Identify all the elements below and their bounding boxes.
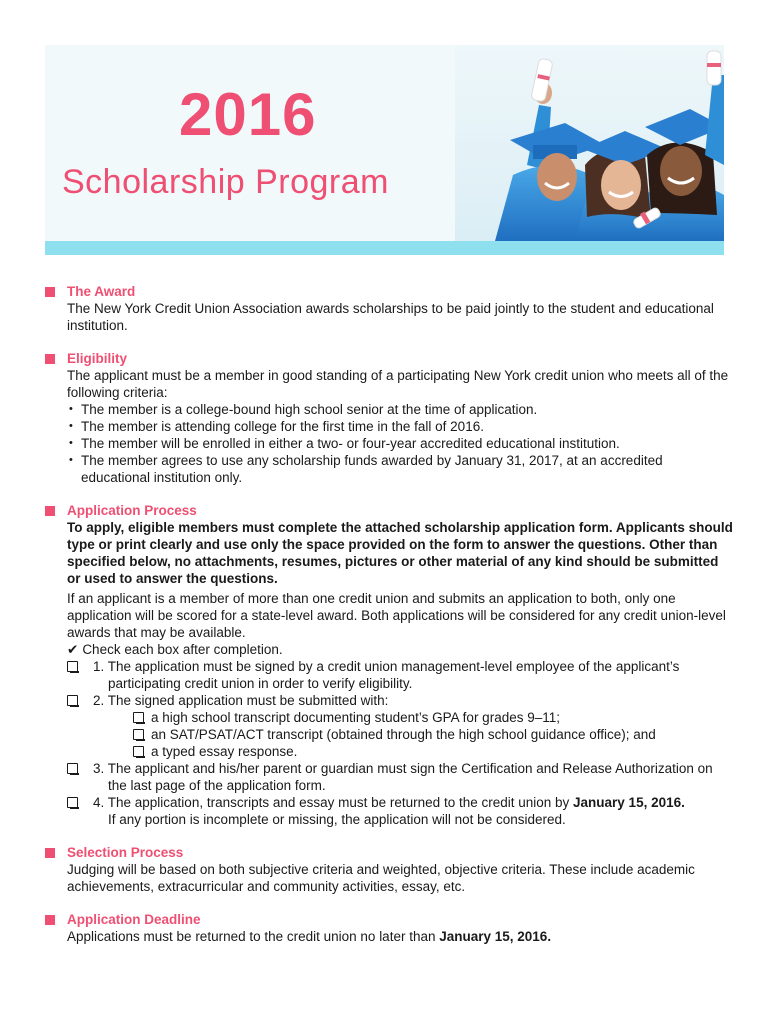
checklist-item-text — [93, 794, 735, 828]
section-selection — [45, 844, 735, 895]
checklist-subitem — [133, 709, 735, 726]
application-checklist-continued — [67, 760, 735, 828]
deadline-prefix: Applications must be returned to the credit union no later than — [67, 929, 440, 944]
section-bullet-square — [45, 848, 55, 858]
checkbox[interactable] — [133, 712, 144, 723]
deadline-text — [67, 928, 735, 945]
eligibility-criteria-list — [67, 401, 735, 486]
section-title-deadline: Application Deadline — [67, 912, 201, 927]
section-bullet-square — [45, 915, 55, 925]
item4-suffix: If any portion is incomplete or missing, the application will not be considered. — [108, 812, 566, 827]
checkbox[interactable] — [133, 729, 144, 740]
required-documents-list — [133, 709, 735, 760]
check-instruction-text: Check each box after completion. — [82, 642, 283, 657]
list-item: • The member is attending college for the first time in the fall of 2016. — [67, 418, 735, 435]
banner-year: 2016 — [179, 81, 317, 148]
section-application — [45, 502, 735, 828]
checklist-item — [67, 760, 735, 794]
check-instruction — [67, 641, 735, 658]
section-award — [45, 283, 735, 334]
application-instructions: To apply, eligible members must complete the attached scholarship application form. Applicants should type or print clearly and use only the space provided on the form to answer the questions. Other than specified below, no attachments, resumes, pictures or other material of any kind should be submitted or used to answer the questions. — [67, 520, 733, 586]
checklist-item-text: 3. The applicant and his/her parent or guardian must sign the Certification and Release Authorization on the last page of the application form. — [93, 761, 713, 793]
selection-text: Judging will be based on both subjective criteria and weighted, objective criteria. These include academic achievements, extracurricular and community activities, essay, etc. — [67, 862, 695, 894]
section-title-award: The Award — [67, 284, 136, 299]
checkbox[interactable] — [67, 695, 78, 706]
graduates-photo — [455, 45, 724, 241]
section-title-selection: Selection Process — [67, 845, 184, 860]
checkbox[interactable] — [133, 746, 144, 757]
checklist-item-text: 1. The application must be signed by a credit union management-level employee of the applicant’s participating credit union in order to verify eligibility. — [93, 659, 680, 691]
checkmark-icon: ✔ — [67, 642, 79, 657]
award-text: The New York Credit Union Association awards scholarships to be paid jointly to the student and educational institution. — [67, 301, 714, 333]
item4-prefix: 4. The application, transcripts and essay must be returned to the credit union by — [93, 795, 574, 810]
checkbox[interactable] — [67, 763, 78, 774]
item4-date: January 15, 2016. — [573, 795, 685, 810]
checkbox[interactable] — [67, 797, 78, 808]
banner-title: Scholarship Program — [62, 163, 389, 201]
list-item: • The member is a college-bound high school senior at the time of application. — [67, 401, 735, 418]
section-title-eligibility: Eligibility — [67, 351, 128, 366]
application-checklist — [67, 658, 735, 709]
section-bullet-square — [45, 354, 55, 364]
application-multiple-cu-note: If an applicant is a member of more than one credit union and submits an application to both, only one application will be scored for a state-level award. Both applications will be considered for any credit union-level awards that may be available. — [67, 591, 726, 640]
section-bullet-square — [45, 506, 55, 516]
list-item: • The member agrees to use any scholarship funds awarded by January 31, 2017, at an accredited educational institution only. — [67, 452, 735, 486]
section-eligibility — [45, 350, 735, 486]
checklist-subitem-text: a typed essay response. — [151, 744, 298, 759]
document-body — [45, 283, 735, 961]
checklist-item — [67, 692, 735, 709]
section-title-application: Application Process — [67, 503, 197, 518]
checklist-subitem — [133, 726, 735, 743]
section-bullet-square — [45, 287, 55, 297]
deadline-date: January 15, 2016. — [439, 929, 552, 944]
checklist-item-text: 2. The signed application must be submitted with: — [93, 693, 389, 708]
banner-stripe — [45, 241, 724, 255]
checklist-subitem-text: an SAT/PSAT/ACT transcript (obtained through the high school guidance office); and — [151, 727, 656, 742]
eligibility-intro: The applicant must be a member in good standing of a participating New York credit union who meets all of the following criteria: — [67, 368, 729, 400]
checklist-item — [67, 658, 735, 692]
list-item: • The member will be enrolled in either a two- or four-year accredited educational institution. — [67, 435, 735, 452]
checklist-item — [67, 794, 735, 828]
checklist-subitem-text: a high school transcript documenting student’s GPA for grades 9–11; — [151, 710, 560, 725]
checklist-subitem — [133, 743, 735, 760]
checkbox[interactable] — [67, 661, 78, 672]
header-banner — [45, 45, 724, 241]
section-deadline — [45, 911, 735, 945]
